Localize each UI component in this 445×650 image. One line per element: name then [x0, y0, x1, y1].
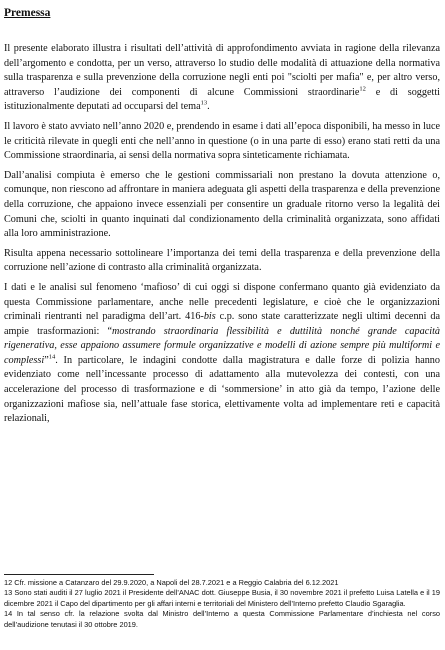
quoted-passage: mostrando straordinaria flessibilità e duttilità nonché grande capacità rigenerativa, esse appaiono assumere formule organizzative e modelli di azione sempre più multiformi e complessi	[4, 325, 440, 366]
footnote-13: 13 Sono stati auditi il 27 luglio 2021 il Presidente dell’ANAC dott. Giuseppe Busia, il 30 novembre 2021 il prefetto Luisa Latella e il 19 dicembre 2021 il Capo del dipartimento per gli affari interni e territoriali del Ministero dell’Interno prefetto Claudio Sgaraglia.	[4, 588, 440, 608]
footnote-ref-12: 12	[359, 85, 366, 93]
paragraph-5-text: I dati e le analisi sul fenomeno ‘mafioso’ di cui oggi si dispone confermano quanto già evidenziato da questa Commissione parlamentare, anche nelle precedenti legislature, e cioè che le organizzazioni criminali rientranti nel paradigma dell’art. 416-	[4, 281, 440, 323]
paragraph-3: Dall’analisi compiuta è emerso che le gestioni commissariali non prestano la dovuta attenzione o, comunque, non riescono ad affrontare in maniera adeguata gli aspetti della trasparenza e della prevenzione della corruzione, che appaiono invece essenziali per consentire un graduale ritorno verso la legalità dei Comuni che, sciolti in quanto inquinati dal condizionamento della criminalità organizzata, sono affidati alla loro amministrazione.	[4, 169, 440, 240]
section-heading: Premessa	[4, 7, 51, 19]
footnote-divider	[4, 574, 154, 575]
footnote-ref-14: 14	[48, 353, 56, 361]
paragraph-1-text-2: e di soggetti istituzionalmente deputati ad occuparsi del tema	[4, 86, 440, 113]
footnotes	[4, 578, 440, 630]
bis-italic: bis	[203, 311, 216, 323]
paragraph-5	[4, 281, 440, 427]
paragraph-5-text-2: c.p. sono state caratterizzate negli ultimi decenni da ampie trasformazioni: “	[4, 311, 441, 337]
footnote-ref-13: 13	[200, 99, 208, 107]
paragraph-1-text-3: .	[207, 101, 210, 113]
paragraph-5-text-3: ”	[44, 354, 49, 366]
paragraph-2: Il lavoro è stato avviato nell’anno 2020 e, prendendo in esame i dati all’epoca disponibili, ha messo in luce le criticità rilevate in quegli enti che nell’anno in questione (o in una parte di esso) erano stati retti da una Commissione straordinaria, ai sensi della normativa sopra sinteticamente richiamata.	[4, 120, 440, 162]
paragraph-4: Risulta appena necessario sottolineare l’importanza dei temi della trasparenza e della prevenzione della corruzione nell’azione di contrasto alla criminalità organizzata.	[4, 247, 440, 274]
paragraph-1-text: Il presente elaborato illustra i risultati dell’attività di approfondimento avviata in ragione della rilevanza dell’argomento e condotta, per un verso, attraverso lo studio delle modalità di attuazione della normativa sulla trasparenza e sulla prevenzione della corruzione negli enti poi "sciolti per mafia" e, per altro verso, attraverso l’audizione dei componenti di alcune Commissioni straordinarie	[4, 43, 440, 98]
footnote-12: 12 Cfr. missione a Catanzaro del 29.9.2020, a Napoli del 28.7.2021 e a Reggio Calabria del 6.12.2021	[4, 578, 339, 587]
footnote-14: 14 In tal senso cfr. la relazione svolta dal Ministro dell’Interno a questa Commissione Parlamentare d’inchiesta nel corso dell’audizione tenutasi il 30 ottobre 2019.	[4, 609, 440, 629]
paragraph-5-text-4: . In particolare, le indagini condotte dalla magistratura e dalle forze di polizia hanno evidenziato come nell’incessante processo di adattamento alla mutevolezza dei contesti, con una accelerazione del processo di trasformazione e di ‘sommersione’ in atto già da tempo, l’azione delle organizzazioni mafiose sia, nell’attuale fase storica, elettivamente volta ad implementare reti e capacità relazionali,	[4, 354, 440, 425]
paragraph-1	[4, 42, 440, 115]
